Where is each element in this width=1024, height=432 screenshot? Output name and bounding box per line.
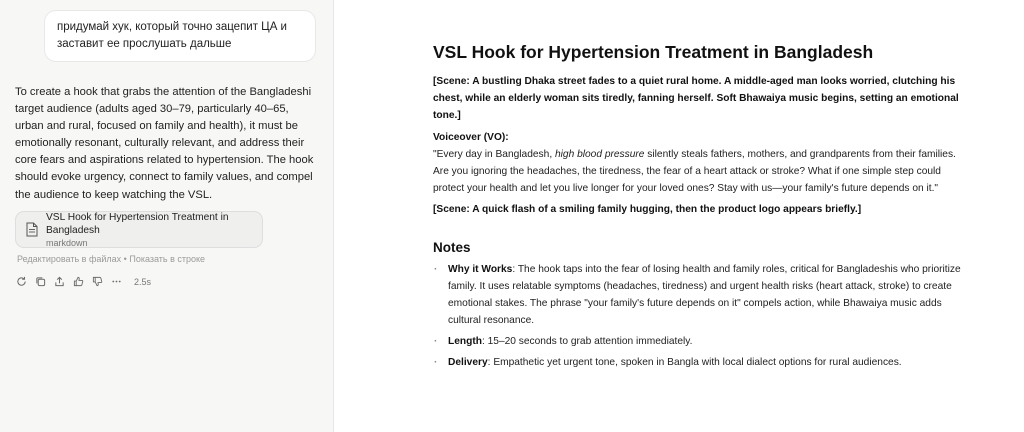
artifact-type: markdown: [46, 237, 88, 248]
user-message: придумай хук, который точно зацепит ЦА и заставит ее прослушать дальше: [44, 10, 316, 62]
thumbs-up-icon[interactable]: [72, 275, 85, 288]
scene-description-2: [Scene: A quick flash of a smiling family hugging, then the product logo appears briefly.]: [433, 204, 862, 215]
artifact-card[interactable]: [15, 211, 263, 248]
document-icon: [26, 222, 38, 237]
link-separator: •: [123, 254, 127, 264]
artifact-links: [17, 254, 205, 264]
note-label: Why it Works: [448, 264, 513, 275]
note-text: : Empathetic yet urgent tone, spoken in Bangla with local dialect options for rural audiences.: [487, 357, 902, 368]
document-title: VSL Hook for Hypertension Treatment in Bangladesh: [433, 42, 874, 62]
thumbs-down-icon[interactable]: [91, 275, 104, 288]
notes-heading: Notes: [433, 240, 471, 255]
voiceover-emphasis: high blood pressure: [554, 149, 645, 160]
voiceover-label: Voiceover (VO):: [433, 132, 509, 143]
voiceover-text: [433, 146, 973, 197]
more-icon[interactable]: [110, 275, 123, 288]
copy-icon[interactable]: [34, 275, 47, 288]
scene-description-1: [Scene: A bustling Dhaka street fades to a quiet rural home. A middle-aged man looks worried, clutching his chest, while an elderly woman sits tiredly, fanning herself. Soft Bhawaiya music begins, setting an emotional tone.]: [433, 76, 959, 121]
list-item: [433, 354, 973, 371]
list-item: [433, 261, 973, 329]
show-inline-link[interactable]: Показать в строке: [129, 254, 206, 264]
artifact-title: VSL Hook for Hypertension Treatment in Bangladesh: [46, 211, 229, 236]
voiceover-part-1: "Every day in Bangladesh,: [433, 149, 555, 160]
list-item: [433, 333, 973, 350]
notes-list: [433, 261, 973, 371]
edit-in-files-link[interactable]: Редактировать в файлах: [17, 254, 122, 264]
assistant-message: To create a hook that grabs the attention of the Bangladeshi target audience (adults aged 30–79, particularly 40–65, urban and rural, focused on family and health), it must be emotionally resonant, culturally relevant, and address their core fears and aspirations related to hypertension. The hook should evoke urgency, connect to family values, and compel the audience to keep watching the VSL.: [15, 86, 314, 201]
message-actions: [15, 275, 151, 288]
voiceover-part-2: silently steals fathers, mothers, and grandparents from their families. Are you ignoring the headaches, the tiredness, the fear of a heart attack or stroke? What if one simple step could protect your health and let you live longer for your loved ones? Stay with us—your family's future depends on it.": [433, 149, 956, 194]
note-label: Delivery: [448, 357, 488, 368]
note-label: Length: [448, 336, 482, 347]
note-text: : 15–20 seconds to grab attention immediately.: [481, 336, 693, 347]
response-time: 2.5s: [134, 276, 152, 287]
artifact-document: [335, 0, 1024, 432]
document-content: [433, 40, 973, 375]
note-text: : The hook taps into the fear of losing health and family roles, critical for Bangladeshis who prioritize family. It uses relatable symptoms (headaches, tiredness) and urgent health risks (heart attack, stroke) to create emotional stakes. The phrase "your family's future depends on it" compels action, while Bhawaiya music adds cultural resonance.: [448, 264, 961, 326]
retry-icon[interactable]: [15, 275, 28, 288]
share-icon[interactable]: [53, 275, 66, 288]
chat-panel: [0, 0, 334, 432]
